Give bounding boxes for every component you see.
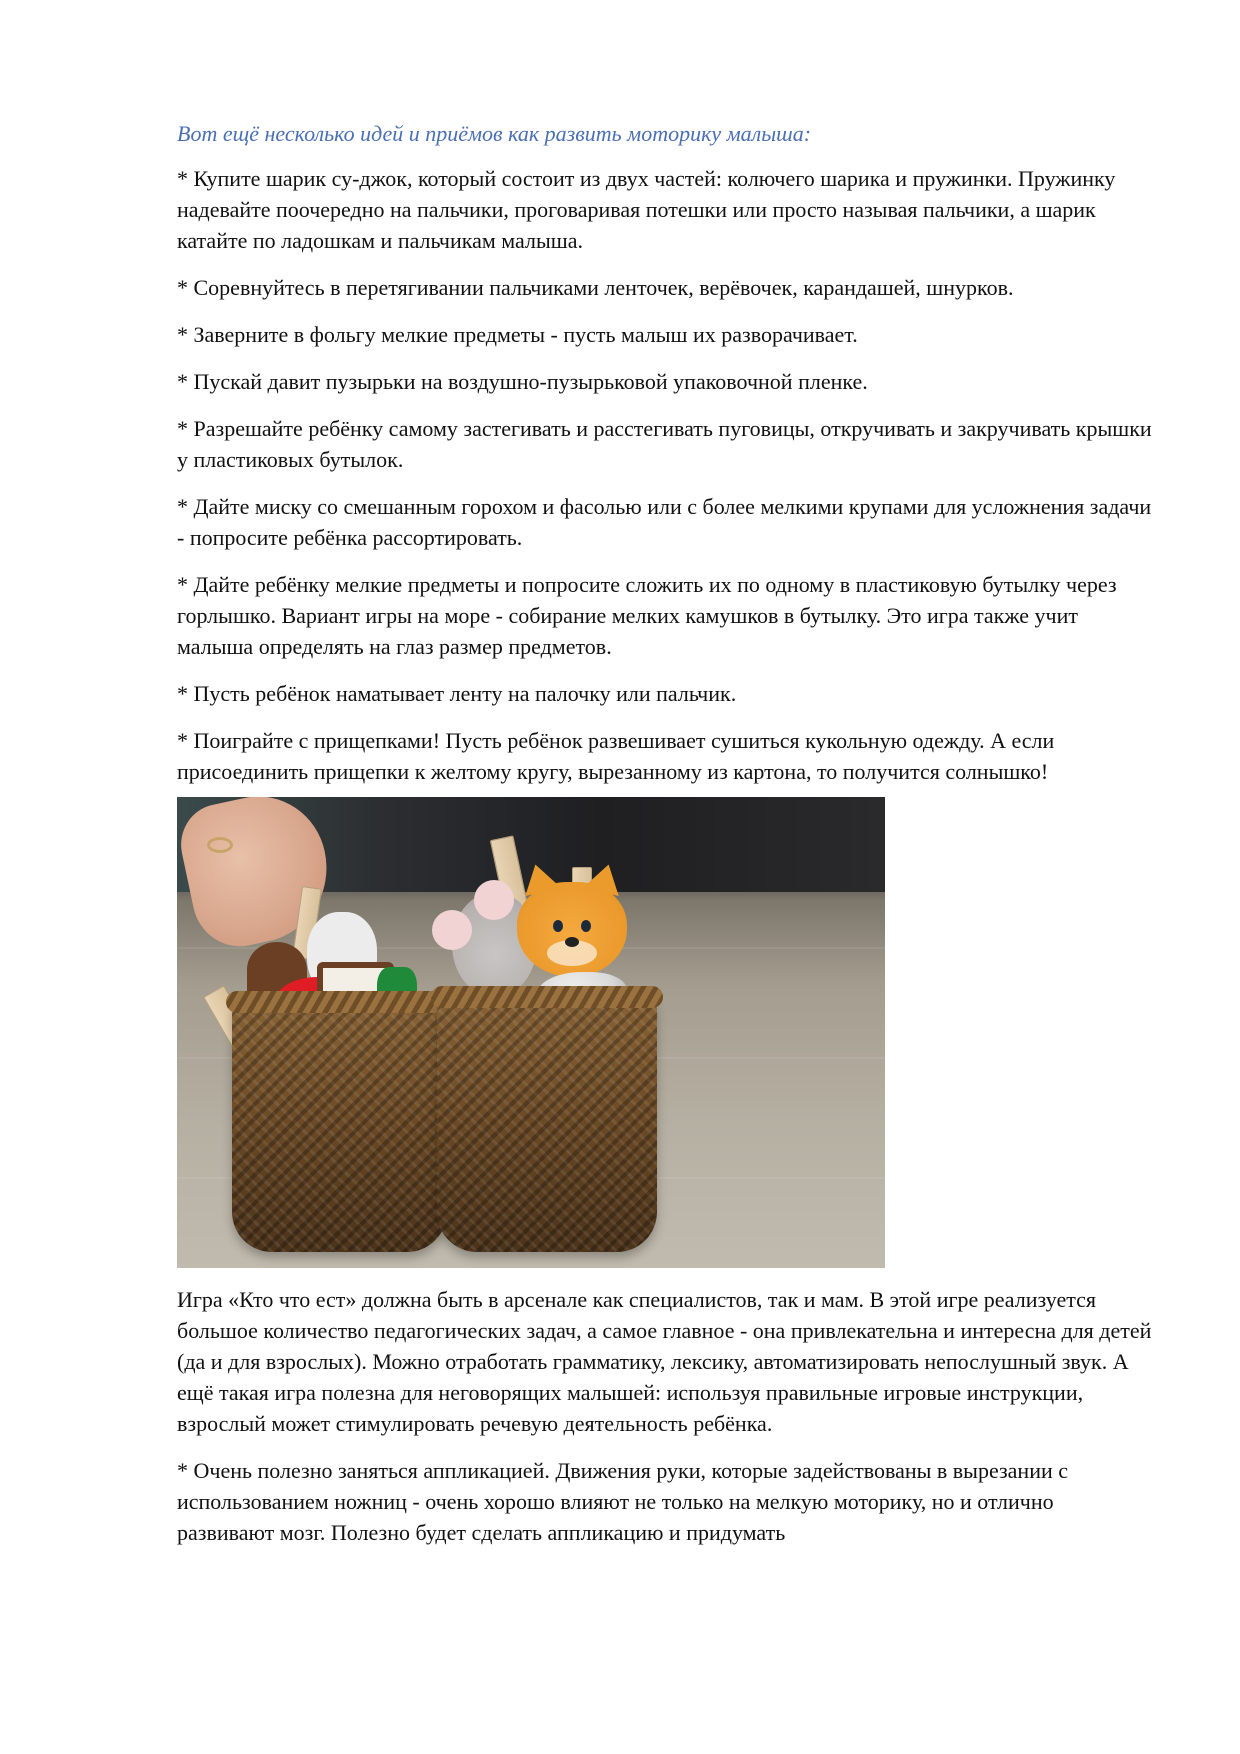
wicker-basket-right bbox=[437, 992, 657, 1252]
cat-eye bbox=[581, 920, 591, 932]
tip-paragraph: * Пускай давит пузырьки на воздушно-пузырьковой упаковочной пленке. bbox=[177, 369, 868, 394]
tip-paragraph: * Дайте ребёнку мелкие предметы и попросите сложить их по одному в пластиковую бутылку через горлышко. Вариант игры на море - собирание мелких камушков в бутылку. Это игра также учит малыша определять на глаз размер предметов. bbox=[177, 572, 1117, 659]
wicker-basket-left bbox=[232, 997, 447, 1252]
mouse-ear bbox=[474, 880, 514, 920]
tip-paragraph: * Соревнуйтесь в перетягивании пальчиками ленточек, верёвочек, карандашей, шнурков. bbox=[177, 275, 1014, 300]
tip-paragraph: * Поиграйте с прищепками! Пусть ребёнок развешивает сушиться кукольную одежду. А если присоединить прищепки к желтому кругу, вырезанному из картона, то получится солнышко! bbox=[177, 728, 1055, 784]
basket-rim bbox=[226, 991, 453, 1013]
document-page bbox=[177, 118, 1152, 1564]
tip-paragraph: * Купите шарик су-джок, который состоит из двух частей: колючего шарика и пружинки. Пружинку надевайте поочередно на пальчики, проговаривая потешки или просто называя пальчики, а шарик катайте по ладошкам и пальчикам малыша. bbox=[177, 166, 1116, 253]
baskets-photo bbox=[177, 797, 885, 1268]
mouse-ear bbox=[432, 910, 472, 950]
ring-image bbox=[207, 837, 233, 853]
body-paragraph: Игра «Кто что ест» должна быть в арсенале как специалистов, так и мам. В этой игре реализуется большое количество педагогических задач, а самое главное - она привлекательна и интересна для детей (да и для взрослых). Можно отработать грамматику, лексику, автоматизировать непослушный звук. А ещё такая игра полезна для неговорящих малышей: используя правильные игровые инструкции, взрослый может стимулировать речевую деятельность ребёнка. bbox=[177, 1287, 1152, 1436]
tip-paragraph: * Очень полезно заняться аппликацией. Движения руки, которые задействованы в вырезании с использованием ножниц - очень хорошо влияют не только на мелкую моторику, но и отлично развивают мозг. Полезно будет сделать аппликацию и придумать bbox=[177, 1458, 1069, 1545]
tip-paragraph: * Пусть ребёнок наматывает ленту на палочку или пальчик. bbox=[177, 681, 737, 706]
felt-cat bbox=[517, 882, 627, 977]
cat-nose bbox=[565, 937, 579, 947]
basket-rim bbox=[431, 986, 663, 1008]
section-heading: Вот ещё несколько идей и приёмов как развить моторику малыша: bbox=[177, 121, 812, 146]
tip-paragraph: * Заверните в фольгу мелкие предметы - пусть малыш их разворачивает. bbox=[177, 322, 858, 347]
cat-eye bbox=[553, 920, 563, 932]
tip-paragraph: * Разрешайте ребёнку самому застегивать и расстегивать пуговицы, откручивать и закручивать крышки у пластиковых бутылок. bbox=[177, 416, 1152, 472]
tip-paragraph: * Дайте миску со смешанным горохом и фасолью или с более мелкими крупами для усложнения задачи - попросите ребёнка рассортировать. bbox=[177, 494, 1152, 550]
